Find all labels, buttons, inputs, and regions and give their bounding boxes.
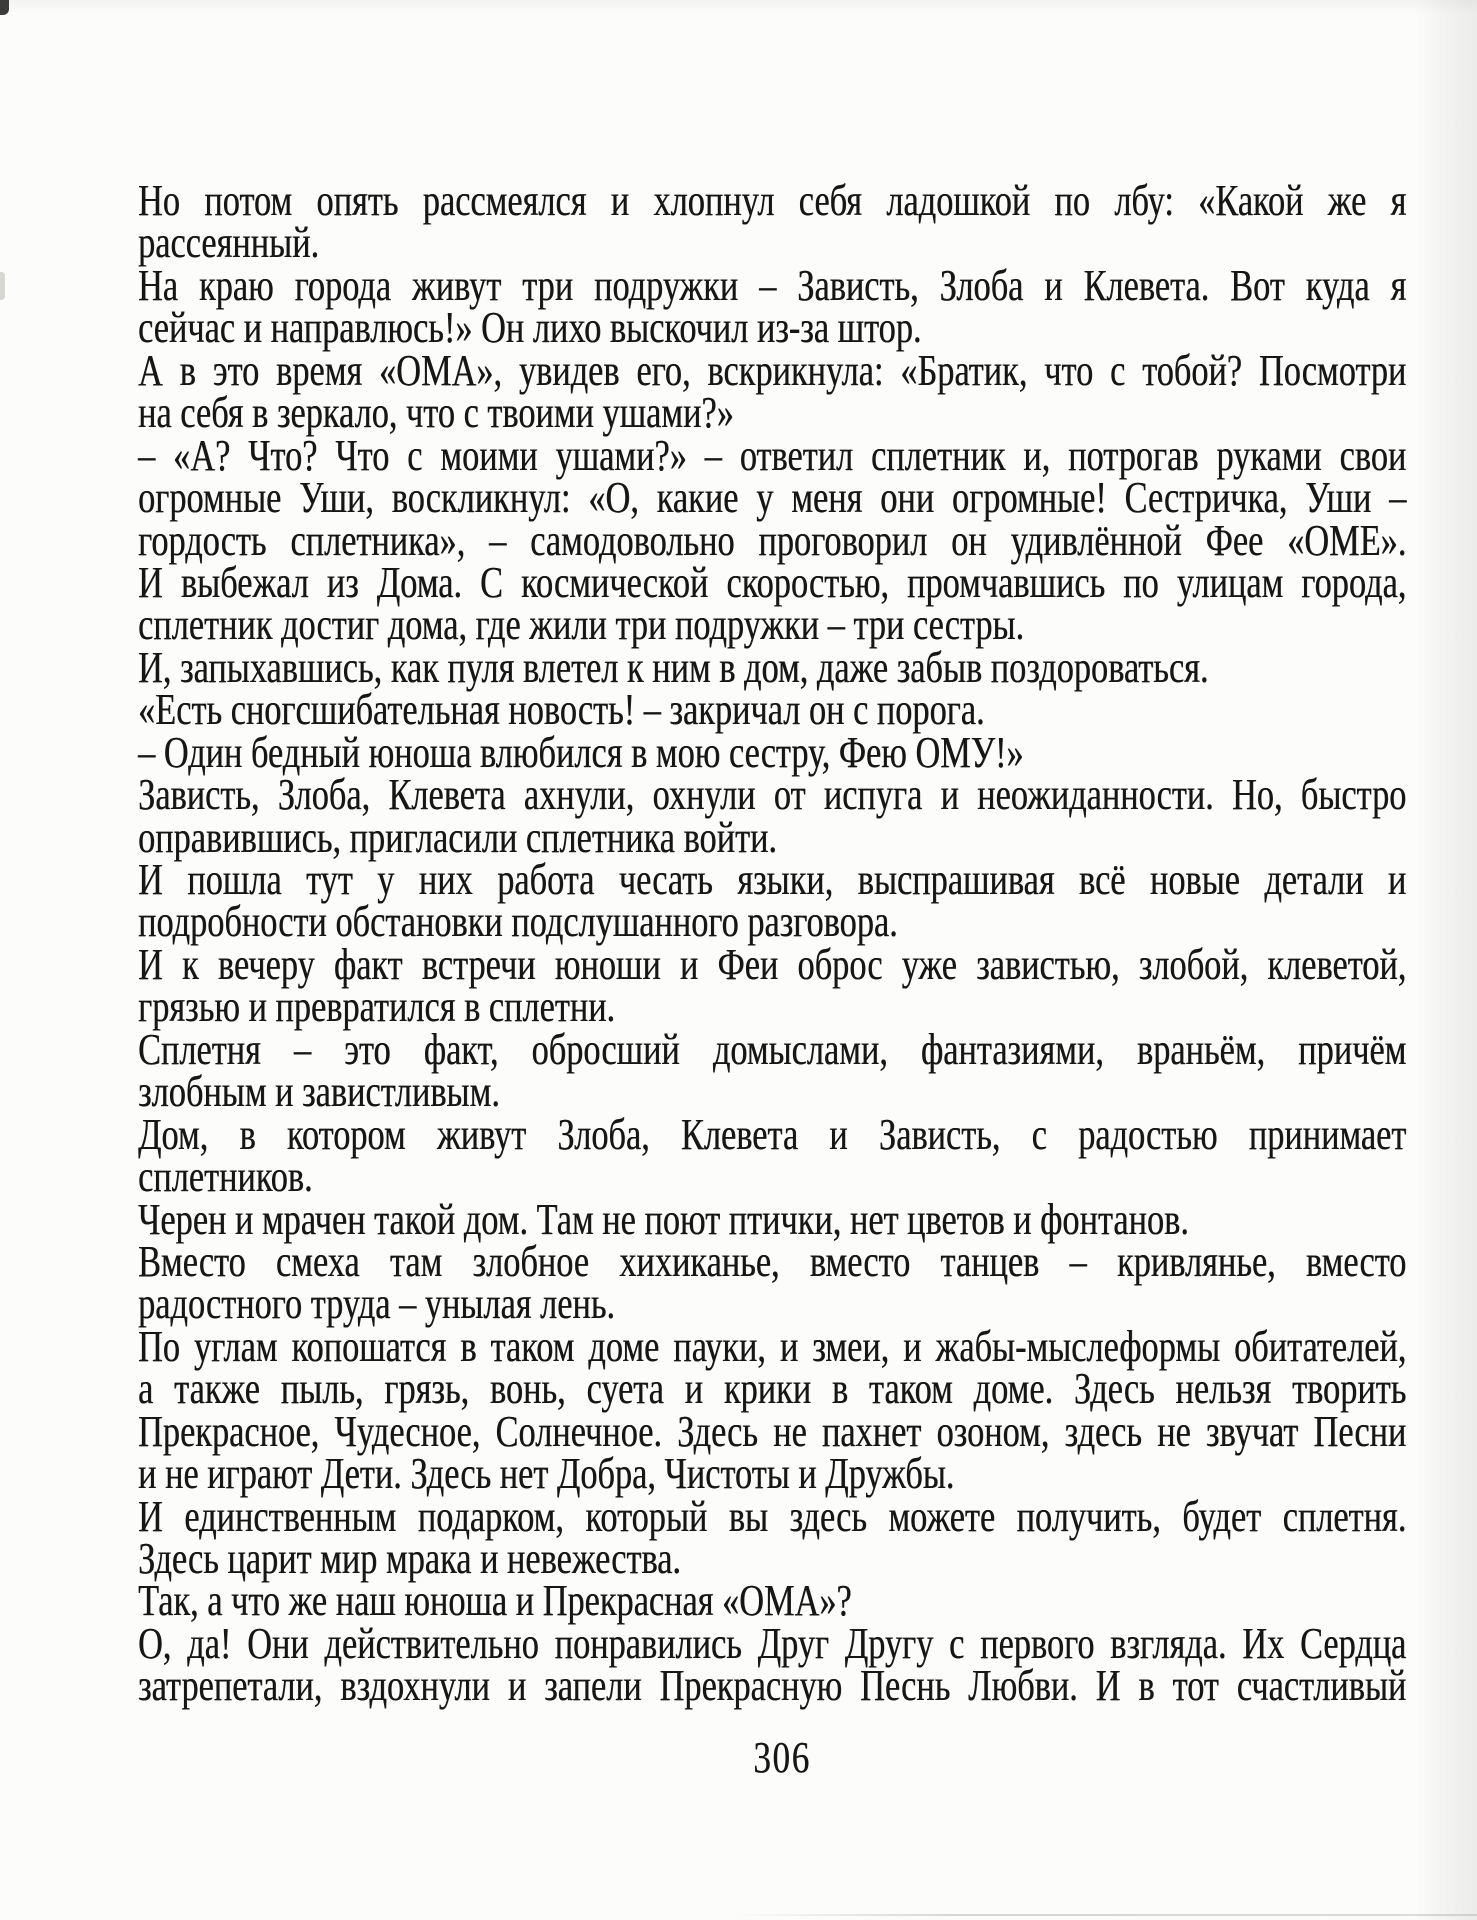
text-line: – «А? Что? Что с моими ушами?» – ответил сплетник и, потрогав руками свои [138, 430, 1407, 480]
scan-artifact-left-edge [0, 272, 5, 300]
text-line: И, запыхавшись, как пуля влетел к ним в дом, даже забыв поздороваться. [138, 642, 1209, 692]
text-line: на себя в зеркало, что с твоими ушами?» [138, 388, 734, 438]
text-line: Прекрасное, Чудесное, Солнечное. Здесь не пахнет озоном, здесь не звучат Песни [138, 1406, 1407, 1456]
scan-artifact-bottom-line [735, 1914, 1477, 1916]
text-line: На краю города живут три подружки – Зависть, Злоба и Клевета. Вот куда я [138, 260, 1407, 310]
text-line: радостного труда – унылая лень. [138, 1279, 615, 1329]
text-line: Так, а что же наш юноша и Прекрасная «ОМА»? [138, 1576, 852, 1626]
text-line: По углам копошатся в таком доме пауки, и змеи, и жабы-мыслеформы обитателей, [138, 1321, 1407, 1371]
text-line: грязью и превратился в сплетни. [138, 982, 616, 1032]
text-line: «Есть сногсшибательная новость! – закричал он с порога. [138, 685, 985, 735]
page-number-value: 306 [753, 1733, 811, 1782]
text-line: О, да! Они действительно понравились Друг Другу с первого взгляда. Их Сердца [138, 1618, 1407, 1668]
text-line: огромные Уши, воскликнул: «О, какие у меня они огромные! Сестричка, Уши – [138, 473, 1407, 523]
text-line: И пошла тут у них работа чесать языки, выспрашивая всё новые детали и [138, 855, 1407, 904]
scan-top-shading [0, 0, 1477, 14]
text-line: А в это время «ОМА», увидев его, вскрикнула: «Братик, что с тобой? Посмотри [138, 345, 1407, 395]
text-line: Здесь царит мир мрака и невежества. [138, 1534, 681, 1583]
text-line: Черен и мрачен такой дом. Там не поют птички, нет цветов и фонтанов. [138, 1194, 1189, 1244]
text-line: подробности обстановки подслушанного разговора. [138, 897, 898, 947]
text-line: затрепетали, вздохнули и запели Прекрасную Песнь Любви. И в тот счастливый [138, 1661, 1407, 1711]
text-line: сплетник достиг дома, где жили три подружки – три сестры. [138, 600, 1025, 650]
text-line: сплетников. [138, 1152, 313, 1202]
text-line: И выбежал из Дома. С космической скоростью, промчавшись по улицам города, [138, 557, 1407, 607]
text-line: Но потом опять рассмеялся и хлопнул себя ладошкой по лбу: «Какой же я [138, 176, 1407, 225]
scan-artifact-corner [0, 0, 9, 15]
text-block [138, 176, 1407, 1711]
text-line: злобным и завистливым. [138, 1067, 500, 1117]
page-edge-shading [1415, 0, 1477, 1920]
page-number [148, 1733, 1416, 1782]
text-line: сейчас и направлюсь!» Он лихо выскочил из-за штор. [138, 303, 922, 353]
text-line: оправившись, пригласили сплетника войти. [138, 812, 777, 862]
text-line: Вместо смеха там злобное хихиканье, вместо танцев – кривлянье, вместо [138, 1236, 1407, 1286]
text-line: Зависть, Злоба, Клевета ахнули, охнули от испуга и неожиданности. Но, быстро [138, 770, 1407, 820]
text-line: И единственным подарком, который вы здесь можете получить, будет сплетня. [138, 1491, 1407, 1541]
text-line: – Один бедный юноша влюбился в мою сестру, Фею ОМУ!» [138, 727, 1024, 777]
text-line: Дом, в котором живут Злоба, Клевета и Зависть, с радостью принимает [138, 1109, 1407, 1159]
text-line: и не играют Дети. Здесь нет Добра, Чистоты и Дружбы. [138, 1449, 955, 1499]
text-line: И к вечеру факт встречи юноши и Феи оброс уже завистью, злобой, клеветой, [138, 939, 1407, 989]
text-line: Сплетня – это факт, обросший домыслами, фантазиями, враньём, причём [138, 1024, 1407, 1074]
text-line: гордость сплетника», – самодовольно проговорил он удивлённой Фее «ОМЕ». [138, 515, 1407, 565]
text-line: рассеянный. [138, 218, 320, 268]
text-line: а также пыль, грязь, вонь, суета и крики в таком доме. Здесь нельзя творить [138, 1364, 1407, 1414]
